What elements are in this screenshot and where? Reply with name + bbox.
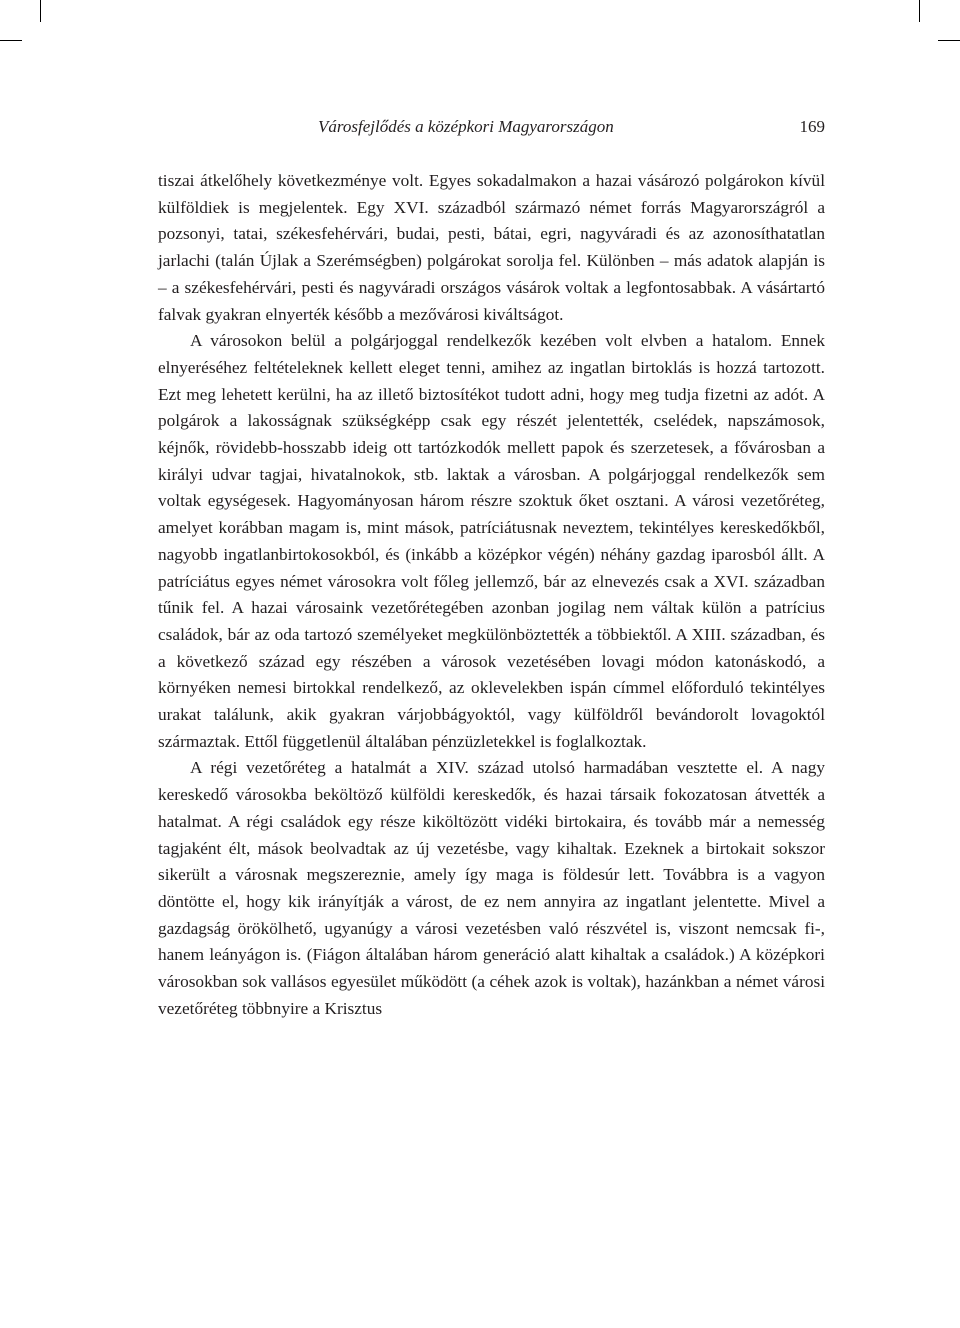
page-number: 169 (799, 117, 825, 136)
body-text (158, 168, 825, 1023)
paragraph-2: A városokon belül a polgárjoggal rendelkezők kezében volt elvben a hatalom. Ennek elnyeréséhez feltételeknek kellett eleget tenni, amihez az ingatlan birtoklás is hozzá tartozott. Ezt meg lehetett kerülni, ha az illető biztosítékot tudott adni, hogy meg tudja fizetni az adót. A polgárok a lakosságnak szükségképp csak egy részét jelentették, cselédek, napszámosok, kéjnők, rövidebb-hosszabb ideig ott tartózkodók mellett papok és szerzetesek, a fővárosban a királyi udvar tagjai, hivatalnokok, stb. laktak a városban. A polgárjoggal rendelkezők sem voltak egységesek. Hagyományosan három részre szoktuk őket osztani. A városi vezetőréteg, amelyet korábban magam is, mint mások, patríciátusnak neveztem, tekintélyes kereskedőkből, nagyobb ingatlanbirtokosokból, és (inkább a középkor végén) néhány gazdag iparosból állt. A patríciátus egyes német városokra volt főleg jellemző, bár az elnevezés csak a XVI. században tűnik fel. A hazai városaink vezetőrétegében azonban jogilag nem váltak külön a patrícius családok, bár az oda tartozó személyeket megkülönböztették a többiektől. A XIII. században, és a következő század egy részében a városok vezetésében lovagi módon katonáskodó, a környéken nemesi birtokkal rendelkező, az oklevelekben ispán címmel előforduló tekintélyes urakat találunk, akik gyakran várjobbágyoktól, vagy külföldről bevándorolt lovagoktól származtak. Ettől függetlenül általában pénzüzletekkel is foglalkoztak. (158, 331, 825, 751)
paragraph-3: A régi vezetőréteg a hatalmát a XIV. század utolsó harmadában vesztette el. A nagy kereskedő városokba beköltöző külföldi kereskedők, és hazai társaik fokozatosan átvették a hatalmat. A régi családok egy része kiköltözött vidéki birtokaira, és tovább már a nemesség tagjaként élt, mások beolvadtak az új vezetésbe, vagy kihaltak. Ezeknek a birtokait sokszor sikerült a városnak megszereznie, amely így maga is földesúr lett. Továbbra is a vagyon döntötte el, hogy kik irányítják a várost, de ez nem annyira az ingatlant jelentette. Mivel a gazdagság örökölhető, ugyanúgy a városi vezetésben való részvétel is, viszont nemcsak fi-, hanem leányágon is. (Fiágon általában három generáció alatt kihaltak a családok.) A középkori városokban sok vallásos egyesület működött (a céhek azok is voltak), hazánkban a német városi vezetőréteg többnyire a Krisztus (158, 758, 825, 1018)
crop-mark-top-right-horizontal (938, 40, 960, 41)
crop-mark-top-left-vertical (40, 0, 41, 22)
running-title: Városfejlődés a középkori Magyarországon (318, 117, 614, 136)
running-header (158, 117, 825, 141)
crop-mark-top-left-horizontal (0, 40, 22, 41)
paragraph-1: tiszai átkelőhely következménye volt. Egyes sokadalmakon a hazai vásározó polgárokon kívül külföldiek is megjelentek. Egy XVI. századból származó német forrás Magyarországról a pozsonyi, tatai, székesfehérvári, budai, pesti, bátai, egri, nagyváradi és az azonosíthatatlan jarlachi (talán Újlak a Szerémségben) polgárokat sorolja fel. Különben – más adatok alapján is – a székesfehérvári, pesti és nagyváradi országos vásárok voltak a legfontosabbak. A vásártartó falvak gyakran elnyerték később a mezővárosi kiváltságot. (158, 171, 825, 324)
crop-mark-top-right-vertical (919, 0, 920, 22)
